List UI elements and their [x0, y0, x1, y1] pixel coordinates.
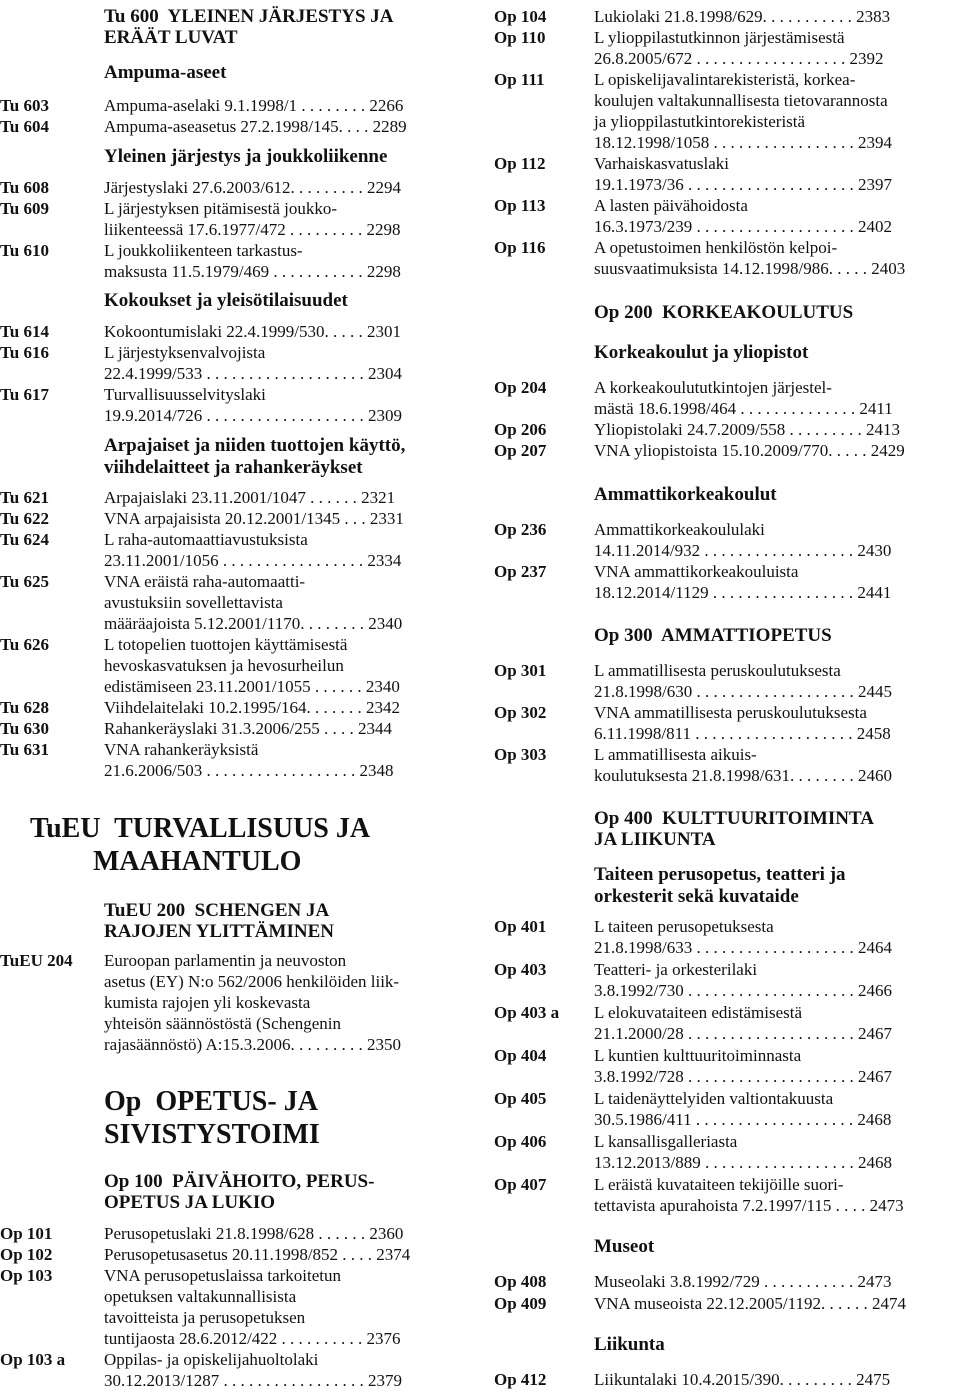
section-heading: [494, 1334, 960, 1356]
law-entry-body: [494, 419, 960, 440]
section-heading: [0, 146, 468, 168]
section-heading: [494, 484, 960, 506]
law-title: Teatteri- ja orkesterilaki 3.8.1992/730 . . . . . . . . . . . . . . . . . . . . 2466: [594, 960, 892, 1000]
heading-text: Op 300 AMMATTIOPETUS: [594, 625, 832, 646]
law-code: Op 236: [494, 520, 547, 539]
law-code: Tu 631: [0, 740, 49, 759]
law-entry-body: [0, 95, 468, 116]
section-heading: [0, 1171, 468, 1213]
law-title: Ammattikorkeakoululaki 14.11.2014/932 . . . . . . . . . . . . . . . . . . 2430: [594, 520, 892, 560]
heading-text: TuEU TURVALLISUUS JA MAAHANTULO: [30, 813, 371, 877]
law-title: L ammatillisesta peruskoulutuksesta 21.8.1998/630 . . . . . . . . . . . . . . . . . . . 2445: [594, 661, 892, 701]
law-entry: [0, 508, 468, 529]
law-code: Tu 626: [0, 635, 49, 654]
law-title: L järjestyksenvalvojista 22.4.1999/533 . . . . . . . . . . . . . . . . . . . 2304: [104, 343, 402, 383]
law-entry-body: [494, 195, 960, 237]
law-entry-body: [494, 959, 960, 1001]
law-entry-body: [494, 377, 960, 419]
law-entry: [0, 950, 468, 1055]
section-heading: [0, 6, 468, 48]
law-title: L totopelien tuottojen käyttämisestä hevoskasvatuksen ja hevosurheilun edistämiseen 23.11.2001/1055 . . . . . . 2340: [104, 635, 400, 696]
heading-text: Op 200 KORKEAKOULUTUS: [594, 302, 854, 323]
law-title: L joukkoliikenteen tarkastus- maksusta 11.5.1979/469 . . . . . . . . . . . 2298: [104, 241, 401, 281]
law-title: Ampuma-aselaki 9.1.1998/1 . . . . . . . . 2266: [104, 96, 404, 115]
law-entry: [494, 153, 960, 195]
law-code: Tu 624: [0, 530, 49, 549]
law-entry: [0, 739, 468, 781]
law-entry-body: [494, 1002, 960, 1044]
law-entry-body: [494, 69, 960, 153]
law-entry-body: [494, 1293, 960, 1314]
law-code: Tu 621: [0, 488, 49, 507]
law-entry: [494, 916, 960, 958]
law-entry: [0, 321, 468, 342]
heading-text: Ammattikorkeakoulut: [594, 484, 777, 505]
law-entry-body: [0, 697, 468, 718]
law-entry: [0, 1223, 468, 1244]
section-heading: [0, 290, 468, 312]
law-entry: [0, 1265, 468, 1349]
law-code: Op 404: [494, 1046, 547, 1065]
law-entry-body: [494, 237, 960, 279]
law-entry: [494, 419, 960, 440]
law-title: Lukiolaki 21.8.1998/629. . . . . . . . . . . 2383: [594, 7, 891, 26]
heading-text: Yleinen järjestys ja joukkoliikenne: [104, 146, 388, 167]
law-entry-body: [494, 440, 960, 461]
law-entry-body: [0, 508, 468, 529]
law-title: VNA ammattikorkeakouluista 18.12.2014/1129 . . . . . . . . . . . . . . . . . 2441: [594, 562, 892, 602]
law-title: Turvallisuusselvityslaki 19.9.2014/726 . . . . . . . . . . . . . . . . . . . 2309: [104, 385, 402, 425]
heading-text: Arpajaiset ja niiden tuottojen käyttö, viihdelaitteet ja rahankeräykset: [104, 435, 406, 478]
law-title: Perusopetuslaki 21.8.1998/628 . . . . . . 2360: [104, 1224, 404, 1243]
law-title: L eräistä kuvataiteen tekijöille suori- tettavista apurahoista 7.2.1997/115 . . . . 2473: [594, 1175, 904, 1215]
law-entry: [494, 69, 960, 153]
section-heading: [494, 808, 960, 850]
law-title: VNA eräistä raha-automaatti- avustuksiin sovellettavista määräajoista 5.12.2001/1170. . . . . . . . 2340: [104, 572, 403, 633]
heading-text: Kokoukset ja yleisötilaisuudet: [104, 290, 348, 311]
law-title: L järjestyksen pitämisestä joukko- liikenteessä 17.6.1977/472 . . . . . . . . . 2298: [104, 199, 401, 239]
law-entry: [0, 1244, 468, 1265]
law-code: Op 408: [494, 1272, 547, 1291]
law-entry: [494, 1271, 960, 1292]
law-entry-body: [0, 1349, 468, 1391]
law-code: Op 412: [494, 1370, 547, 1389]
law-code: Op 111: [494, 70, 545, 89]
law-entry-body: [0, 177, 468, 198]
section-heading: [494, 864, 960, 908]
law-entry-body: [494, 1174, 960, 1216]
law-title: L ammatillisesta aikuis- koulutuksesta 21.8.1998/631. . . . . . . . 2460: [594, 745, 892, 785]
law-code: TuEU 204: [0, 951, 73, 970]
law-entry-body: [494, 1131, 960, 1173]
law-code: Op 112: [494, 154, 546, 173]
law-entry-body: [494, 660, 960, 702]
law-code: Op 206: [494, 420, 547, 439]
section-heading: [0, 435, 468, 479]
law-code: Op 302: [494, 703, 547, 722]
section-heading: [494, 625, 960, 646]
law-entry: [494, 6, 960, 27]
law-code: Op 237: [494, 562, 547, 581]
law-title: Kokoontumislaki 22.4.1999/530. . . . . 2301: [104, 322, 402, 341]
law-title: VNA ammatillisesta peruskoulutuksesta 6.11.1998/811 . . . . . . . . . . . . . . . . . . . 2458: [594, 703, 891, 743]
law-code: Op 403 a: [494, 1003, 560, 1022]
heading-text: Op 400 KULTTUURITOIMINTA JA LIIKUNTA: [594, 808, 874, 850]
law-code: Tu 608: [0, 178, 49, 197]
law-entry: [494, 1369, 960, 1390]
law-entry: [494, 237, 960, 279]
law-entry-body: [494, 519, 960, 561]
law-code: Tu 610: [0, 241, 49, 260]
law-entry: [494, 561, 960, 603]
law-code: Op 110: [494, 28, 546, 47]
law-entry-body: [0, 198, 468, 240]
law-entry: [0, 1349, 468, 1391]
law-entry: [494, 744, 960, 786]
law-entry-body: [0, 739, 468, 781]
law-title: Rahankeräyslaki 31.3.2006/255 . . . . 2344: [104, 719, 393, 738]
law-entry-body: [0, 240, 468, 282]
law-code: Op 405: [494, 1089, 547, 1108]
law-entry: [0, 384, 468, 426]
law-entry-body: [0, 116, 468, 137]
law-entry-body: [494, 6, 960, 27]
law-entry: [494, 1045, 960, 1087]
law-entry-body: [494, 1369, 960, 1390]
law-code: Tu 630: [0, 719, 49, 738]
law-title: VNA museoista 22.12.2005/1192. . . . . . 2474: [594, 1294, 906, 1313]
law-entry: [494, 195, 960, 237]
law-code: Op 207: [494, 441, 547, 460]
law-title: A korkeakoulututkintojen järjestel- mästä 18.6.1998/464 . . . . . . . . . . . . . . 2411: [594, 378, 893, 418]
law-code: Op 406: [494, 1132, 547, 1151]
law-entry: [0, 342, 468, 384]
law-title: VNA arpajaisista 20.12.2001/1345 . . . 2331: [104, 509, 404, 528]
law-entry: [494, 519, 960, 561]
law-title: L taiteen perusopetuksesta 21.8.1998/633 . . . . . . . . . . . . . . . . . . . 2464: [594, 917, 892, 957]
law-title: Viihdelaitelaki 10.2.1995/164. . . . . . . 2342: [104, 698, 400, 717]
law-entry-body: [0, 529, 468, 571]
law-entry-body: [494, 27, 960, 69]
law-title: Euroopan parlamentin ja neuvoston asetus (EY) N:o 562/2006 henkilöiden liik- kumista rajojen yli koskevasta yhteisön säännöstöstä (Schengenin rajasäännöstö) A:15.3.2006. . . . . . . . . 2350: [104, 951, 401, 1054]
law-entry-body: [0, 571, 468, 634]
law-entry: [494, 377, 960, 419]
law-entry-body: [0, 1223, 468, 1244]
law-code: Tu 617: [0, 385, 49, 404]
law-entry: [494, 660, 960, 702]
law-code: Op 104: [494, 7, 547, 26]
heading-text: Ampuma-aseet: [104, 62, 227, 83]
law-entry: [494, 1002, 960, 1044]
chapter-heading: [0, 812, 468, 878]
heading-text: Liikunta: [594, 1334, 665, 1355]
law-entry: [494, 702, 960, 744]
law-entry-body: [0, 634, 468, 697]
law-entry: [494, 1174, 960, 1216]
law-entry-body: [494, 153, 960, 195]
law-entry-body: [494, 916, 960, 958]
law-title: L ylioppilastutkinnon järjestämisestä 26.8.2005/672 . . . . . . . . . . . . . . . . . . 2392: [594, 28, 884, 68]
law-code: Tu 609: [0, 199, 49, 218]
law-code: Op 303: [494, 745, 547, 764]
law-title: Varhaiskasvatuslaki 19.1.1973/36 . . . . . . . . . . . . . . . . . . . . 2397: [594, 154, 892, 194]
law-entry-body: [0, 718, 468, 739]
law-title: VNA rahankeräyksistä 21.6.2006/503 . . . . . . . . . . . . . . . . . . 2348: [104, 740, 394, 780]
law-code: Op 103 a: [0, 1350, 66, 1369]
law-title: Järjestyslaki 27.6.2003/612. . . . . . . . . 2294: [104, 178, 402, 197]
law-entry-body: [494, 744, 960, 786]
law-title: VNA perusopetuslaissa tarkoitetun opetuksen valtakunnallisista tavoitteista ja perusopetuksen tuntijaosta 28.6.2012/422 . . . . . . . . . . 2376: [104, 1266, 401, 1348]
heading-text: Op OPETUS- JA SIVISTYSTOIMI: [104, 1086, 320, 1150]
law-title: Arpajaislaki 23.11.2001/1047 . . . . . . 2321: [104, 488, 396, 507]
law-code: Tu 603: [0, 96, 49, 115]
section-heading: [494, 1236, 960, 1258]
law-entry: [0, 697, 468, 718]
section-heading: [0, 62, 468, 84]
law-entry-body: [494, 1271, 960, 1292]
law-entry-body: [0, 342, 468, 384]
law-title: L kuntien kulttuuritoiminnasta 3.8.1992/728 . . . . . . . . . . . . . . . . . . . . 2467: [594, 1046, 892, 1086]
law-entry: [494, 959, 960, 1001]
law-title: Perusopetusasetus 20.11.1998/852 . . . . 2374: [104, 1245, 411, 1264]
law-entry-body: [0, 321, 468, 342]
law-entry: [494, 1293, 960, 1314]
law-code: Op 301: [494, 661, 547, 680]
section-heading: [494, 302, 960, 323]
heading-text: Op 100 PÄIVÄHOITO, PERUS- OPETUS JA LUKIO: [104, 1171, 375, 1213]
law-title: A lasten päivähoidosta 16.3.1973/239 . . . . . . . . . . . . . . . . . . . 2402: [594, 196, 892, 236]
heading-text: Korkeakoulut ja yliopistot: [594, 342, 809, 363]
law-code: Op 116: [494, 238, 546, 257]
section-heading: [0, 900, 468, 942]
law-code: Tu 625: [0, 572, 49, 591]
law-entry: [0, 571, 468, 634]
law-entry: [0, 718, 468, 739]
law-entry: [0, 529, 468, 571]
law-title: Oppilas- ja opiskelijahuoltolaki 30.12.2013/1287 . . . . . . . . . . . . . . . . . 2379: [104, 1350, 402, 1390]
law-code: Op 409: [494, 1294, 547, 1313]
law-code: Tu 604: [0, 117, 49, 136]
law-code: Op 403: [494, 960, 547, 979]
law-entry-body: [0, 487, 468, 508]
heading-text: TuEU 200 SCHENGEN JA RAJOJEN YLITTÄMINEN: [104, 900, 334, 942]
law-code: Op 102: [0, 1245, 53, 1264]
heading-text: Taiteen perusopetus, teatteri ja orkesterit sekä kuvataide: [594, 864, 846, 907]
chapter-heading: [0, 1085, 468, 1151]
law-entry-body: [494, 702, 960, 744]
law-title: L taidenäyttelyiden valtiontakuusta 30.5.1986/411 . . . . . . . . . . . . . . . . . . . 2468: [594, 1089, 892, 1129]
section-heading: [494, 342, 960, 364]
law-entry-body: [494, 1045, 960, 1087]
law-title: A opetustoimen henkilöstön kelpoi- suusvaatimuksista 14.12.1998/986. . . . . 2403: [594, 238, 906, 278]
law-title: L raha-automaattiavustuksista 23.11.2001/1056 . . . . . . . . . . . . . . . . . 2334: [104, 530, 402, 570]
law-title: Yliopistolaki 24.7.2009/558 . . . . . . . . . 2413: [594, 420, 900, 439]
law-code: Op 113: [494, 196, 546, 215]
law-entry: [494, 1131, 960, 1173]
law-entry-body: [494, 561, 960, 603]
law-code: Op 407: [494, 1175, 547, 1194]
heading-text: Museot: [594, 1236, 655, 1257]
law-code: Tu 622: [0, 509, 49, 528]
law-entry: [0, 198, 468, 240]
law-title: VNA yliopistoista 15.10.2009/770. . . . . 2429: [594, 441, 905, 460]
law-entry-body: [0, 384, 468, 426]
law-code: Tu 616: [0, 343, 49, 362]
law-entry: [0, 95, 468, 116]
law-entry: [494, 27, 960, 69]
law-entry-body: [0, 950, 468, 1055]
law-entry: [0, 240, 468, 282]
law-entry-body: [494, 1088, 960, 1130]
law-entry: [0, 634, 468, 697]
law-entry: [0, 487, 468, 508]
law-entry: [494, 440, 960, 461]
law-entry-body: [0, 1265, 468, 1349]
law-entry: [0, 116, 468, 137]
law-code: Op 401: [494, 917, 547, 936]
heading-text: Tu 600 YLEINEN JÄRJESTYS JA ERÄÄT LUVAT: [104, 6, 394, 48]
law-title: L opiskelijavalintarekisteristä, korkea- koulujen valtakunnallisesta tietovarannosta ja ylioppilastutkintorekisteristä 18.12.1998/1058 . . . . . . . . . . . . . . . . . 2394: [594, 70, 892, 152]
law-entry: [0, 177, 468, 198]
law-title: L elokuvataiteen edistämisestä 21.1.2000/28 . . . . . . . . . . . . . . . . . . . . 2467: [594, 1003, 892, 1043]
law-code: Tu 614: [0, 322, 49, 341]
law-entry: [494, 1088, 960, 1130]
law-code: Tu 628: [0, 698, 49, 717]
law-title: Museolaki 3.8.1992/729 . . . . . . . . . . . 2473: [594, 1272, 892, 1291]
law-code: Op 103: [0, 1266, 53, 1285]
law-entry-body: [0, 1244, 468, 1265]
law-title: Liikuntalaki 10.4.2015/390. . . . . . . . . 2475: [594, 1370, 891, 1389]
law-code: Op 204: [494, 378, 547, 397]
law-code: Op 101: [0, 1224, 53, 1243]
law-title: Ampuma-aseasetus 27.2.1998/145. . . . 2289: [104, 117, 407, 136]
law-title: L kansallisgalleriasta 13.12.2013/889 . . . . . . . . . . . . . . . . . . 2468: [594, 1132, 892, 1172]
